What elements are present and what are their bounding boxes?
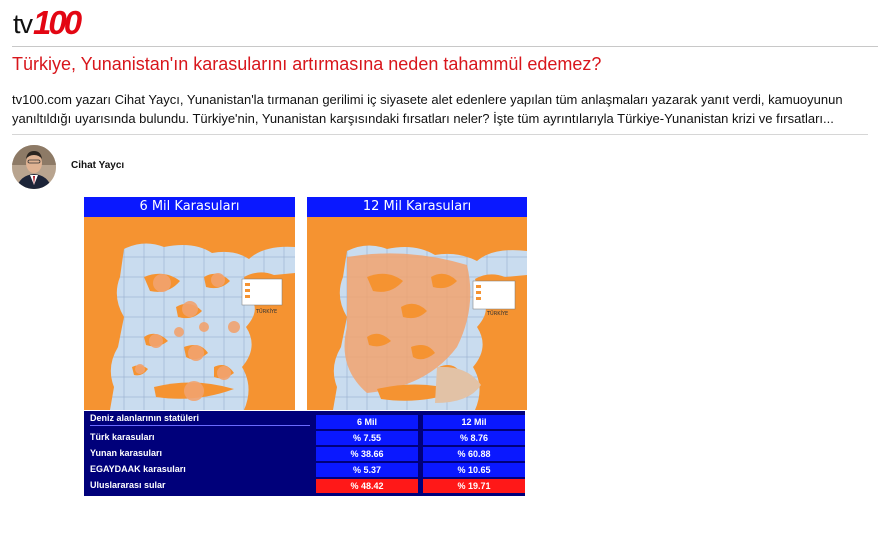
table-cell-6-mil: % 5.37 <box>316 463 418 477</box>
map-12-mil-title: 12 Mil Karasuları <box>307 197 527 217</box>
table-cell-6-mil: % 38.66 <box>316 447 418 461</box>
table-row-label: Uluslararası sular <box>90 480 166 490</box>
map-12-mil-country-label: TÜRKİYE <box>487 311 509 317</box>
table-col-12-mil: 12 Mil <box>423 415 525 429</box>
table-row <box>84 446 525 462</box>
logo-tv-text: tv <box>13 9 33 39</box>
table-row <box>84 478 525 494</box>
summary-divider <box>12 134 868 135</box>
aegean-map-6-mil <box>84 217 295 410</box>
table-col-6-mil: 6 Mil <box>316 415 418 429</box>
article-summary: tv100.com yazarı Cihat Yaycı, Yunanistan'la tırmanan gerilimi iç siyasete alet edenlere yapılan tüm anlaşmaları yazarak yanıt verdi, kamuoyunun yanıltıldığı uyarısında bulundu. Türkiye'nin, Yunanistan karşısındaki fırsatları neler? İşte tüm ayrıntılarıyla Türkiye-Yunanistan krizi ve fırsatları... <box>12 92 843 126</box>
header-divider <box>12 46 878 47</box>
table-cell-6-mil: % 48.42 <box>316 479 418 493</box>
table-cell-6-mil: % 7.55 <box>316 431 418 445</box>
table-cell-12-mil: % 19.71 <box>423 479 525 493</box>
map-12-mil <box>307 197 527 410</box>
map-6-mil-country-label: TÜRKİYE <box>256 309 278 315</box>
table-row-label: Türk karasuları <box>90 432 155 442</box>
table-cell-12-mil: % 10.65 <box>423 463 525 477</box>
table-row <box>84 462 525 478</box>
table-cell-12-mil: % 8.76 <box>423 431 525 445</box>
article-title: Türkiye, Yunanistan'ın karasularını artırmasına neden tahammül edemez? <box>12 54 602 74</box>
tv100-logo[interactable] <box>13 4 80 41</box>
karasulari-stats-table <box>84 411 525 496</box>
table-header-underline <box>90 425 310 426</box>
table-cell-12-mil: % 60.88 <box>423 447 525 461</box>
aegean-map-12-mil <box>307 217 527 410</box>
table-row <box>84 430 525 446</box>
logo-100-text: 100 <box>33 4 80 41</box>
table-row-label: EGAYDAAK karasuları <box>90 464 186 474</box>
table-header-label: Deniz alanlarının statüleri <box>90 413 200 423</box>
map-6-mil <box>84 197 295 410</box>
author-name[interactable]: Cihat Yaycı <box>71 160 125 171</box>
author-photo <box>12 145 56 189</box>
map-6-mil-title: 6 Mil Karasuları <box>84 197 295 217</box>
karasulari-infographic <box>84 197 528 496</box>
table-row-label: Yunan karasuları <box>90 448 163 458</box>
table-header-row <box>84 411 525 427</box>
author-avatar[interactable] <box>12 145 56 189</box>
